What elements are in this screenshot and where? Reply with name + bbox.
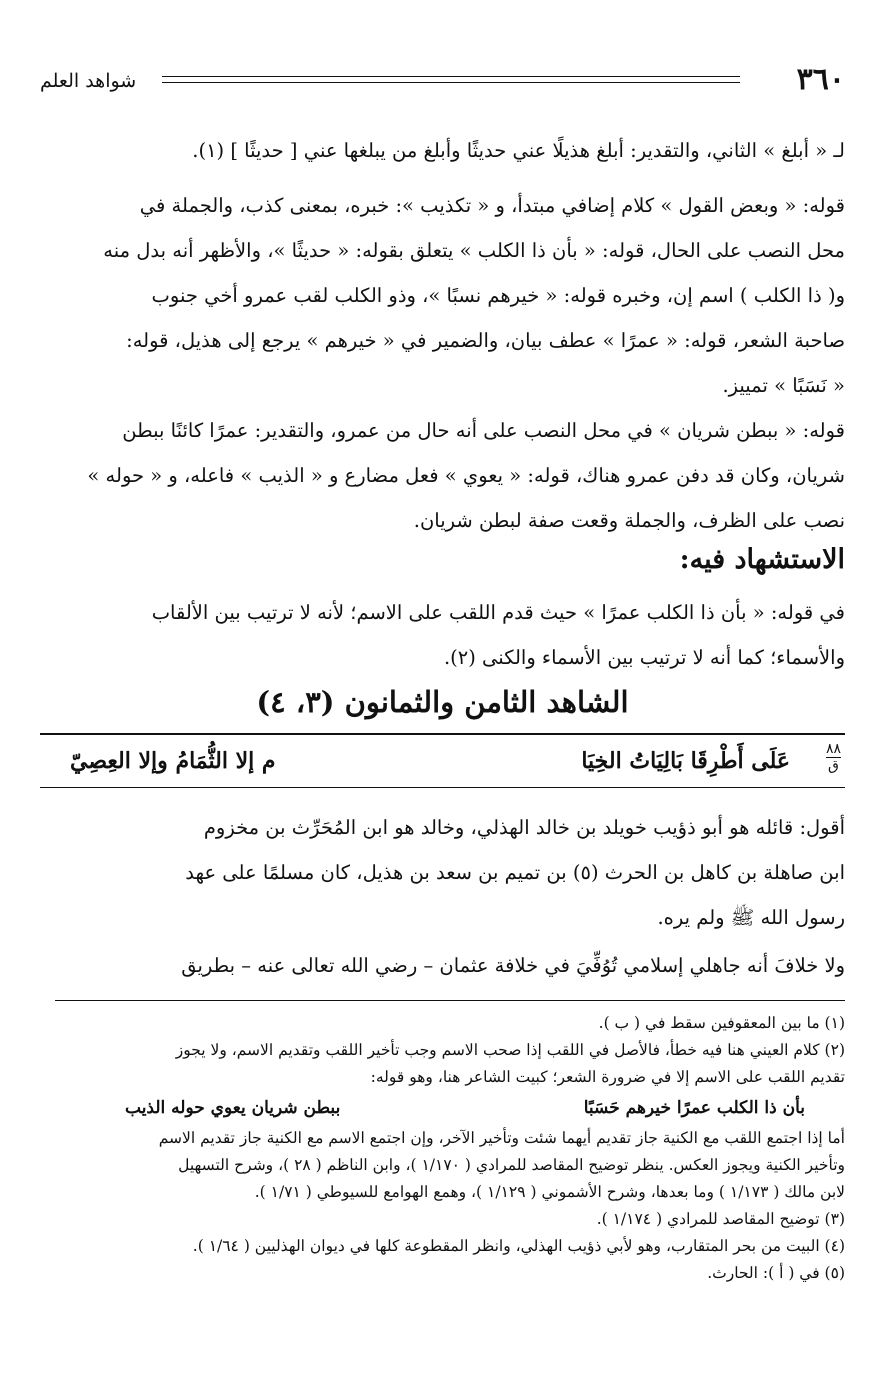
text-line: قوله: « وبعض القول » كلام إضافي مبتدأ، و « تكذيب »: خبره، بمعنى كذب، والجملة في <box>139 194 845 217</box>
text-line: صاحبة الشعر، قوله: « عمرًا » عطف بيان، والضمير في « خيرهم » يرجع إلى هذيل، قوله: <box>126 329 845 352</box>
verse-number-value: ٨٨ <box>825 741 841 757</box>
verse-number <box>826 741 841 774</box>
paragraph-continuation <box>40 128 845 173</box>
footnote-verse <box>40 1091 845 1125</box>
footnote-2-cont-line: لابن مالك ( ١/١٧٣ ) وما بعدها، وشرح الأشموني ( ١/١٢٩ )، وهمع الهوامع للسيوطي ( ١/٧١ ). <box>254 1183 845 1201</box>
footnote-2-cont-line: وتأخير الكنية ويجوز العكس. ينظر توضيح المقاصد للمرادي ( ١/١٧٠ )، وابن الناظم ( ٢٨ )، وشرح التسهيل <box>178 1156 845 1174</box>
running-title: شواهد العلم <box>40 70 137 92</box>
text-line: رسول الله ﷺ ولم يره. <box>657 906 845 929</box>
footnote-rule <box>55 1000 845 1001</box>
verse-hemistich-second: م إلا الثُّمَامُ وإلا العِصِيّ <box>70 748 276 774</box>
text-line: في قوله: « بأن ذا الكلب عمرًا » حيث قدم اللقب على الاسم؛ لأنه لا ترتيب بين الألقاب <box>151 601 845 624</box>
verse-hemistich-first: عَلَى أَطْرِقَا بَالِيَاتُ الخِيَا <box>581 748 790 774</box>
shahid-title: الشاهد الثامن والثمانون (٣، ٤) <box>256 685 629 719</box>
footnote-2-line: (٢) كلام العيني هنا فيه خطأ، فالأصل في اللقب إذا صحب الاسم وجب تأخير اللقب وتقديم الاسم، ولا يجوز <box>175 1041 845 1059</box>
header-rule <box>162 76 740 83</box>
footnote-4: (٤) البيت من بحر المتقارب، وهو لأبي ذؤيب الهذلي، وانظر المقطوعة كلها في ديوان الهذليين ( ١/٦٤ ). <box>192 1237 845 1255</box>
text-line: شريان، وكان قد دفن عمرو هناك، قوله: « يعوي » فعل مضارع و « الذيب » فاعله، و « حوله » <box>87 464 845 487</box>
verse-box <box>40 733 845 788</box>
text-line: لـ « أبلغ » الثاني، والتقدير: أبلغ هذيلًا عني حديثًا وأبلغ من يبلغها عني [ حديثًا ] (١). <box>192 139 845 162</box>
footnote-1: (١) ما بين المعقوفين سقط في ( ب ). <box>598 1014 845 1032</box>
text-line: أقول: قائله هو أبو ذؤيب خويلد بن خالد الهذلي، وخالد هو ابن المُحَرِّث بن مخزوم <box>203 816 845 839</box>
page-number: ٣٦٠ <box>796 62 845 97</box>
text-line: قوله: « ببطن شريان » في محل النصب على أنه حال من عمرو، والتقدير: عمرًا كائنًا ببطن <box>122 419 845 442</box>
running-header <box>40 62 845 102</box>
paragraph-poet-cont <box>40 943 845 988</box>
text-line: « نَسَبًا » تمييز. <box>722 374 845 397</box>
paragraph-explanation-1 <box>40 183 845 408</box>
footnote-5: (٥) في ( أ ): الحارث. <box>707 1264 845 1282</box>
paragraph-explanation-2 <box>40 408 845 543</box>
footnotes <box>40 1010 845 1287</box>
text-line: ولا خلافَ أنه جاهلي إسلامي تُوُفِّيَ في خلافة عثمان – رضي الله تعالى عنه – بطريق <box>181 954 845 977</box>
footnote-2-line: تقديم اللقب على الاسم إلا في ضرورة الشعر؛ كبيت الشاعر هنا، وهو قوله: <box>370 1068 845 1086</box>
paragraph-poet <box>40 805 845 940</box>
paragraph-citation <box>40 590 845 680</box>
footnote-3: (٣) توضيح المقاصد للمرادي ( ١/١٧٤ ). <box>596 1210 845 1228</box>
text-line: نصب على الظرف، والجملة وقعت صفة لبطن شريان. <box>413 509 845 532</box>
footnote-verse-hemistich-first: بأن ذا الكلب عمرًا خيرهم حَسَبًا <box>583 1098 805 1118</box>
footnote-2-cont-line: أما إذا اجتمع اللقب مع الكنية جاز تقديم أيهما شئت وتأخير الآخر، وإن اجتمع الاسم مع الكنية جاز تقديم الاسم <box>158 1129 845 1147</box>
text-line: ابن صاهلة بن كاهل بن الحرث (٥) بن تميم بن سعد بن هذيل، كان مسلمًا على عهد <box>185 861 845 884</box>
text-line: محل النصب على الحال، قوله: « بأن ذا الكلب » يتعلق بقوله: « حديثًا »، والأظهر أنه بدل منه <box>103 239 845 262</box>
verse-number-letter: ق <box>828 758 839 774</box>
text-line: و( ذا الكلب ) اسم إن، وخبره قوله: « خيرهم نسبًا »، وذو الكلب لقب عمرو أخي جنوب <box>151 284 845 307</box>
section-heading: الاستشهاد فيه: <box>679 544 845 575</box>
footnote-verse-hemistich-second: ببطن شريان يعوي حوله الذيب <box>125 1098 341 1118</box>
text-line: والأسماء؛ كما أنه لا ترتيب بين الأسماء والكنى (٢). <box>443 646 845 669</box>
